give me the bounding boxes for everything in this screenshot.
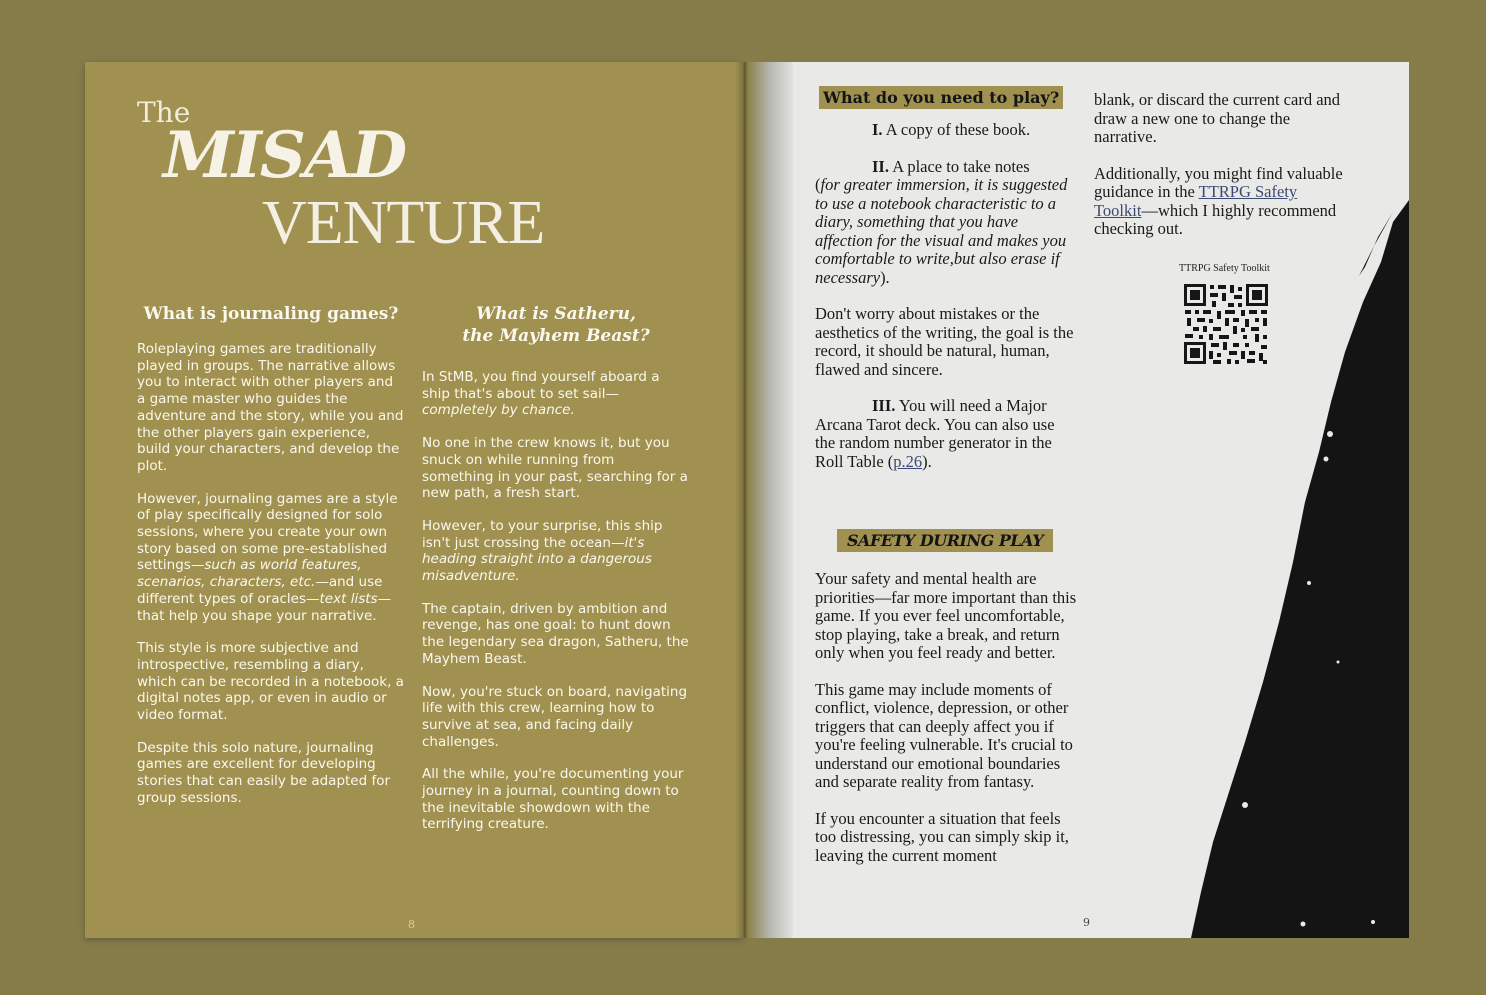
paragraph: If you encounter a situation that feels too distressing, you can simply skip it, leaving the current moment <box>815 808 1069 865</box>
paragraph: However, to your surprise, this ship isn't just crossing the ocean—it's heading straight into a dangerous misadventure. <box>422 517 663 585</box>
book-gutter <box>735 62 793 938</box>
paragraph: Don't worry about mistakes or the aesthetics of the writing, the goal is the record, it should be natural, human, flawed and sincere. <box>815 304 1074 379</box>
qr-code-icon[interactable] <box>1183 283 1269 365</box>
title-the: The <box>137 96 191 129</box>
heading-journaling: What is journaling games? <box>143 304 399 324</box>
page-number-left: 8 <box>408 918 415 931</box>
paragraph: This game may include moments of conflict, violence, depression, or other triggers that can deeply affect you if you're feeling vulnerable. It's crucial to understand our emotional boundaries and separate reality from fantasy. <box>815 679 1073 791</box>
left-column-journaling <box>137 303 405 823</box>
paragraph: In StMB, you find yourself aboard a ship that's about to set sail—completely by chance. <box>422 369 660 419</box>
paragraph: The captain, driven by ambition and revenge, has one goal: to hunt down the legendary sea dragon, Satheru, the Mayhem Beast. <box>422 600 689 667</box>
heading-satheru: What is Satheru, the Mayhem Beast? <box>462 304 650 346</box>
page-link[interactable]: p.26 <box>893 451 923 471</box>
right-column-continued <box>1094 91 1344 257</box>
list-item: III. You will need a Major Arcana Tarot deck. You can also use the random number generator in the Roll Table (p.26). <box>815 396 1055 471</box>
paragraph: However, journaling games are a style of play specifically designed for solo sessions, where you create your own story based on some pre-established settings—such as world features, scenarios, characters, etc.—and use different types of oracles—text lists—that help you shape your narrative. <box>137 490 398 624</box>
heading-what-you-need: What do you need to play? <box>819 86 1063 109</box>
paragraph: This style is more subjective and introspective, resembling a diary, which can be recorded in a notebook, a digital notes app, or even in audio or video format. <box>137 640 404 724</box>
title-misad: MISAD <box>163 118 406 193</box>
heading-safety: SAFETY DURING PLAY <box>837 529 1053 552</box>
left-column-satheru <box>422 303 690 849</box>
list-item: II. A place to take notes (for greater immersion, it is suggested to use a notebook characteristic to a diary, something that you have affection for the visual and makes you comfortable to write,but also erase if necessary). <box>815 156 1068 287</box>
title-venture: VENTURE <box>262 189 545 257</box>
page-number-right: 9 <box>1083 916 1090 929</box>
list-item: I. A copy of these book. <box>872 120 1031 139</box>
paragraph: Now, you're stuck on board, navigating life with this crew, learning how to survive at sea, and facing daily challenges. <box>422 683 688 750</box>
safety-toolkit-link[interactable]: TTRPG Safety Toolkit <box>1094 182 1298 220</box>
right-column-requirements <box>815 86 1077 883</box>
paragraph: Despite this solo nature, journaling games are excellent for developing stories that can easily be adapted for group sessions. <box>137 739 391 806</box>
paragraph: Roleplaying games are traditionally played in groups. The narrative allows you to interact with other players and a game master who guides the adventure and the story, while you and the other players gain experience, build your characters, and develop the plot. <box>137 341 404 474</box>
paragraph: blank, or discard the current card and draw a new one to change the narrative. <box>1094 90 1341 146</box>
paragraph: Your safety and mental health are priorities—far more important than this game. If you ever feel uncomfortable, stop playing, take a break, and return only when you feel ready and better. <box>815 569 1077 662</box>
paragraph: All the while, you're documenting your journey in a journal, counting down to the inevitable showdown with the terrifying creature. <box>422 766 684 833</box>
qr-label: TTRPG Safety Toolkit <box>1179 263 1270 274</box>
paragraph: Additionally, you might find valuable guidance in the TTRPG Safety Toolkit—which I highly recommend checking out. <box>1094 163 1343 238</box>
paragraph: No one in the crew knows it, but you snuck on while running from something in your past, searching for a new path, a fresh start. <box>422 435 688 502</box>
